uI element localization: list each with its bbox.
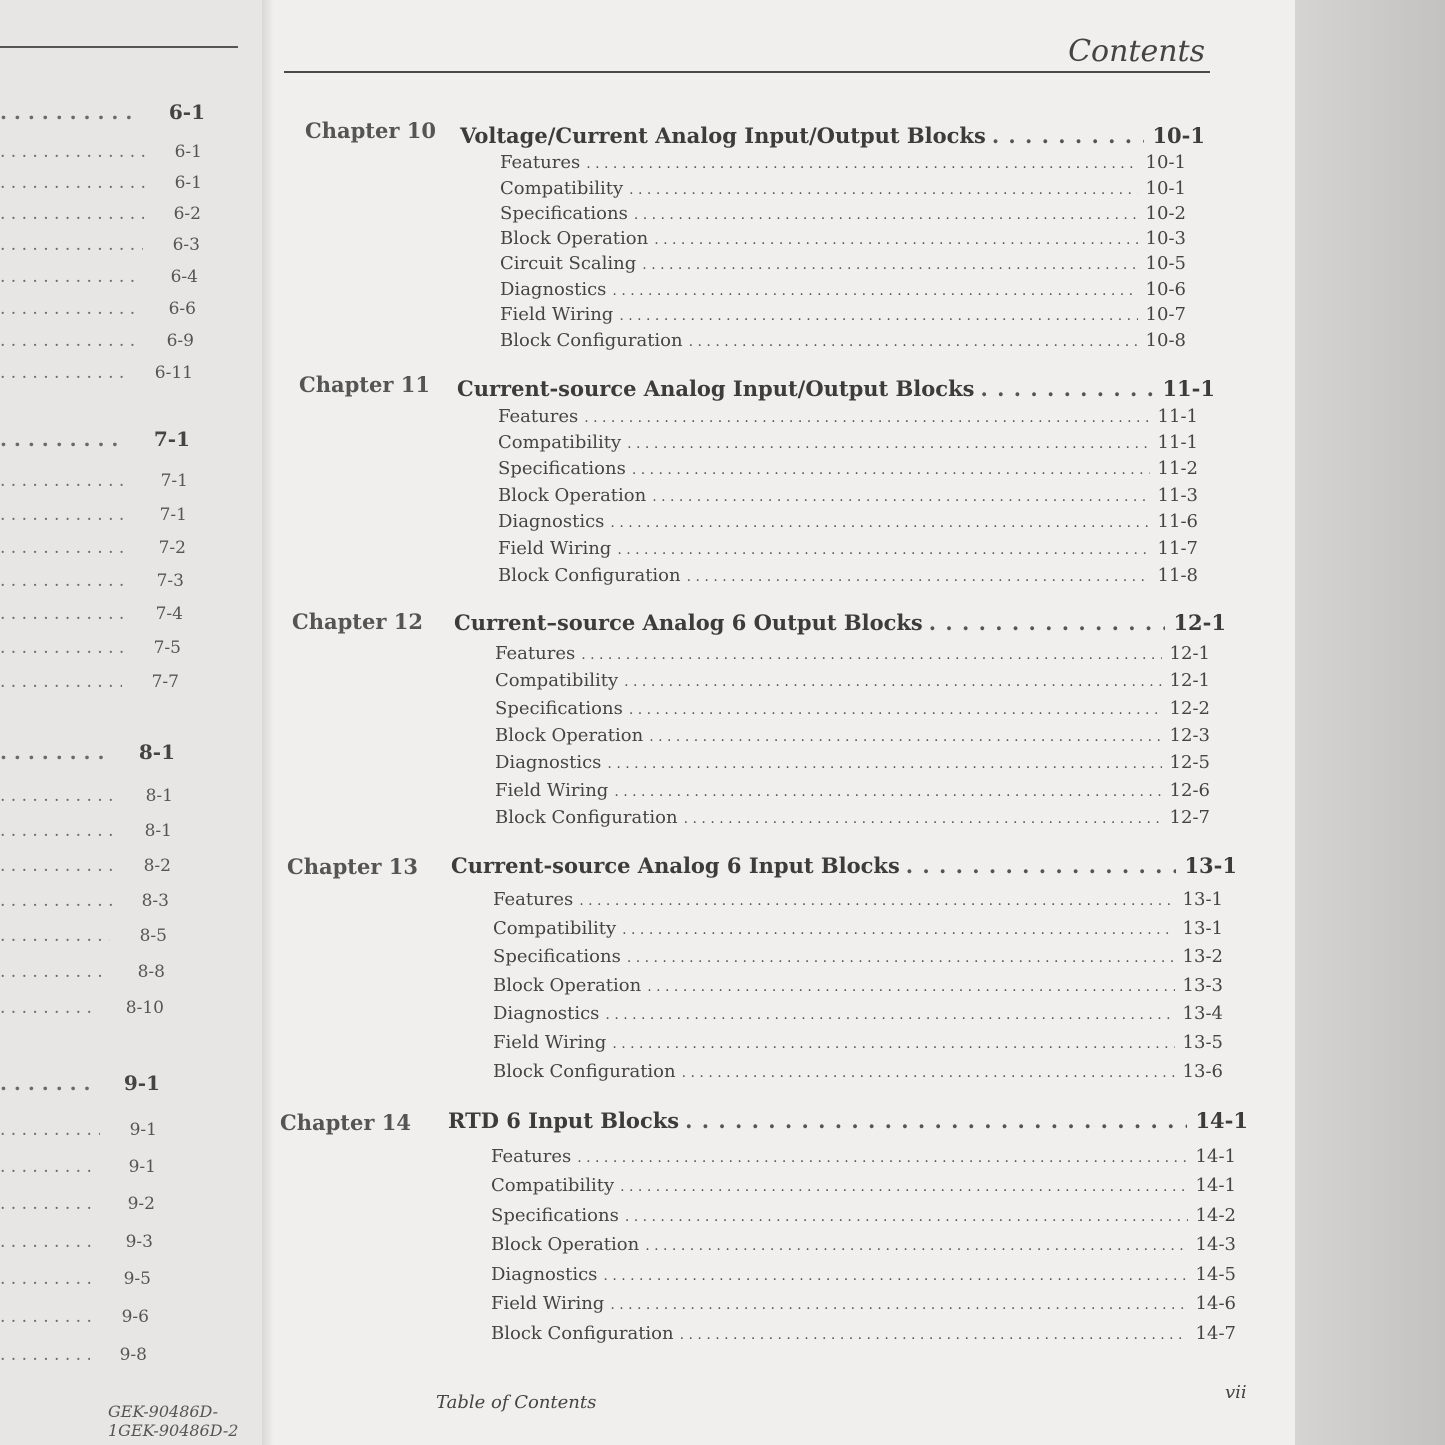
section-entry	[498, 538, 1198, 559]
section-title: Features	[493, 889, 574, 910]
dot-leader	[0, 672, 122, 692]
chapter-page: 14-1	[1195, 1108, 1248, 1133]
chapter-entry	[457, 376, 1215, 401]
section-entry	[491, 1264, 1236, 1285]
left-section-entry	[0, 1232, 153, 1256]
left-section-entry	[0, 1307, 149, 1331]
left-entry-page: 9-1	[128, 1157, 156, 1177]
left-entry-page: 8-10	[125, 998, 164, 1018]
left-entry-page: 7-4	[155, 604, 183, 624]
chapter-label: Chapter 14	[280, 1110, 411, 1135]
section-page: 14-7	[1195, 1323, 1236, 1344]
section-entry	[495, 643, 1210, 664]
section-entry	[500, 203, 1186, 224]
dot-leader	[624, 674, 1161, 690]
section-entry	[495, 807, 1210, 828]
section-entry	[491, 1323, 1236, 1344]
section-entry	[495, 698, 1210, 719]
section-page: 13-5	[1182, 1032, 1223, 1053]
left-entry-page: 6-3	[172, 235, 200, 255]
dot-leader	[0, 1157, 99, 1177]
dot-leader	[0, 821, 115, 841]
section-entry	[498, 458, 1198, 479]
section-title: Compatibility	[493, 918, 617, 939]
dot-leader	[0, 427, 124, 451]
section-entry	[493, 889, 1223, 910]
section-entry	[498, 432, 1198, 453]
section-page: 13-3	[1182, 975, 1223, 996]
section-title: Specifications	[495, 698, 623, 719]
left-header-rule	[0, 46, 238, 48]
chapter-page: 13-1	[1184, 853, 1237, 878]
section-title: Field Wiring	[495, 780, 609, 801]
dot-leader	[682, 1065, 1175, 1081]
section-entry	[500, 228, 1186, 249]
left-entry-page: 7-1	[153, 427, 190, 451]
dot-leader	[0, 1232, 96, 1252]
chapter-entry	[451, 853, 1237, 878]
section-title: Features	[491, 1146, 572, 1167]
section-entry	[495, 752, 1210, 773]
section-entry	[491, 1175, 1236, 1196]
left-section-entry	[0, 505, 187, 529]
chapter-title: RTD 6 Input Blocks	[448, 1108, 680, 1133]
section-title: Diagnostics	[495, 752, 602, 773]
left-section-entry	[0, 173, 202, 197]
dot-leader	[0, 100, 139, 124]
footer-section-title: Table of Contents	[436, 1392, 597, 1413]
dot-leader	[625, 1209, 1188, 1225]
section-page: 12-5	[1169, 752, 1210, 773]
left-section-entry	[0, 1345, 147, 1369]
section-page: 11-3	[1157, 485, 1198, 506]
dot-leader	[645, 1238, 1187, 1254]
section-title: Block Configuration	[495, 807, 678, 828]
section-page: 11-1	[1157, 432, 1198, 453]
left-entry-page: 8-3	[141, 891, 169, 911]
section-page: 11-6	[1157, 511, 1198, 532]
left-entry-page: 8-2	[143, 856, 171, 876]
dot-leader	[684, 811, 1162, 827]
book-gutter	[262, 0, 274, 1445]
left-section-entry	[0, 638, 181, 662]
left-entry-page: 6-1	[174, 142, 202, 162]
dot-leader	[0, 363, 125, 383]
chapter-page: 12-1	[1173, 610, 1226, 635]
section-entry	[493, 975, 1223, 996]
dot-leader	[603, 1268, 1187, 1284]
left-entry-page: 9-5	[123, 1269, 151, 1289]
section-page: 14-5	[1195, 1264, 1236, 1285]
left-section-entry	[0, 538, 186, 562]
dot-leader	[0, 1194, 98, 1214]
section-title: Block Configuration	[491, 1323, 674, 1344]
section-title: Compatibility	[500, 178, 624, 199]
section-page: 12-1	[1169, 643, 1210, 664]
section-page: 12-6	[1169, 780, 1210, 801]
section-title: Features	[498, 406, 579, 427]
dot-leader	[0, 604, 126, 624]
left-entry-page: 9-2	[127, 1194, 155, 1214]
left-section-entry	[0, 299, 196, 323]
dot-leader	[0, 998, 96, 1018]
section-entry	[493, 918, 1223, 939]
section-entry	[491, 1205, 1236, 1226]
dot-leader	[612, 1036, 1174, 1052]
section-page: 13-1	[1182, 889, 1223, 910]
dot-leader	[906, 853, 1177, 878]
section-title: Diagnostics	[491, 1264, 598, 1285]
left-section-entry	[0, 142, 202, 166]
dot-leader	[0, 1120, 100, 1140]
section-entry	[500, 279, 1186, 300]
dot-leader	[0, 471, 131, 491]
dot-leader	[689, 334, 1138, 350]
section-title: Diagnostics	[493, 1003, 600, 1024]
dot-leader	[0, 786, 116, 806]
dot-leader	[649, 729, 1161, 745]
left-entry-page: 9-8	[119, 1345, 147, 1365]
dot-leader	[620, 1179, 1187, 1195]
section-entry	[500, 152, 1186, 173]
dot-leader	[610, 1297, 1187, 1313]
section-title: Compatibility	[498, 432, 622, 453]
dot-leader	[627, 436, 1149, 452]
left-chapter-entry	[0, 427, 190, 451]
section-title: Specifications	[491, 1205, 619, 1226]
dot-leader	[0, 571, 127, 591]
section-entry	[500, 253, 1186, 274]
header-rule	[284, 71, 1210, 73]
left-section-entry	[0, 821, 172, 845]
section-title: Block Operation	[500, 228, 649, 249]
section-title: Block Configuration	[500, 330, 683, 351]
section-entry	[495, 670, 1210, 691]
section-page: 13-1	[1182, 918, 1223, 939]
chapter-title: Current–source Analog 6 Output Blocks	[454, 610, 923, 635]
dot-leader	[0, 740, 109, 764]
section-page: 14-1	[1195, 1175, 1236, 1196]
dot-leader	[614, 784, 1161, 800]
dot-leader	[0, 1345, 90, 1365]
left-section-entry	[0, 267, 198, 291]
dot-leader	[0, 1071, 94, 1095]
dot-leader	[680, 1327, 1188, 1343]
dot-leader	[685, 1108, 1187, 1133]
section-title: Block Operation	[495, 725, 644, 746]
dot-leader	[0, 1269, 94, 1289]
section-page: 12-3	[1169, 725, 1210, 746]
section-entry	[498, 565, 1198, 586]
section-page: 11-7	[1157, 538, 1198, 559]
dot-leader	[629, 702, 1162, 718]
section-entry	[493, 946, 1223, 967]
left-entry-page: 8-1	[144, 821, 172, 841]
left-entry-page: 9-1	[123, 1071, 160, 1095]
chapter-page: 11-1	[1162, 376, 1215, 401]
left-section-entry	[0, 1157, 156, 1181]
section-entry	[493, 1032, 1223, 1053]
section-title: Block Operation	[493, 975, 642, 996]
left-entry-page: 9-3	[125, 1232, 153, 1252]
section-title: Specifications	[493, 946, 621, 967]
left-section-entry	[0, 363, 193, 387]
left-entry-page: 8-1	[138, 740, 175, 764]
section-page: 12-7	[1169, 807, 1210, 828]
left-entry-page: 8-1	[145, 786, 173, 806]
left-chapter-entry	[0, 100, 205, 124]
dot-leader	[0, 1307, 92, 1327]
dot-leader	[632, 462, 1150, 478]
dot-leader	[577, 1150, 1187, 1166]
left-footer-doc-number: GEK-90486D-1GEK-90486D-2	[108, 1402, 239, 1440]
section-page: 10-3	[1145, 228, 1186, 249]
dot-leader	[619, 308, 1137, 324]
dot-leader	[607, 756, 1161, 772]
section-title: Diagnostics	[500, 279, 607, 300]
section-title: Field Wiring	[491, 1293, 605, 1314]
section-page: 10-2	[1145, 203, 1186, 224]
section-title: Compatibility	[491, 1175, 615, 1196]
dot-leader	[622, 922, 1174, 938]
left-entry-page: 7-5	[153, 638, 181, 658]
left-entry-page: 6-1	[168, 100, 205, 124]
dot-leader	[647, 979, 1174, 995]
left-section-entry	[0, 926, 167, 950]
section-page: 13-2	[1182, 946, 1223, 967]
left-section-entry	[0, 235, 200, 259]
dot-leader	[0, 505, 130, 525]
dot-leader	[0, 891, 112, 911]
left-entry-page: 7-3	[156, 571, 184, 591]
dot-leader	[0, 299, 139, 319]
dot-leader	[629, 182, 1137, 198]
chapter-label: Chapter 13	[287, 854, 418, 879]
section-entry	[491, 1293, 1236, 1314]
left-entry-page: 6-6	[168, 299, 196, 319]
left-section-entry	[0, 331, 194, 355]
left-entry-page: 8-8	[137, 962, 165, 982]
page-title: Contents	[1068, 34, 1205, 69]
section-entry	[491, 1234, 1236, 1255]
page-edge	[1295, 0, 1445, 1445]
section-page: 12-2	[1169, 698, 1210, 719]
dot-leader	[0, 538, 129, 558]
dot-leader	[584, 410, 1149, 426]
left-section-entry	[0, 1194, 155, 1218]
dot-leader	[610, 515, 1149, 531]
chapter-title: Voltage/Current Analog Input/Output Blocks	[460, 123, 986, 148]
section-title: Specifications	[500, 203, 628, 224]
section-page: 13-4	[1182, 1003, 1223, 1024]
left-section-entry	[0, 891, 169, 915]
left-entry-page: 6-9	[166, 331, 194, 351]
section-entry	[493, 1061, 1223, 1082]
dot-leader	[0, 235, 143, 255]
left-section-entry	[0, 571, 184, 595]
dot-leader	[980, 376, 1154, 401]
section-page: 14-1	[1195, 1146, 1236, 1167]
left-entry-page: 7-1	[159, 505, 187, 525]
section-entry	[491, 1146, 1236, 1167]
dot-leader	[929, 610, 1166, 635]
left-chapter-entry	[0, 740, 175, 764]
left-entry-page: 6-4	[170, 267, 198, 287]
section-page: 11-1	[1157, 406, 1198, 427]
dot-leader	[612, 283, 1137, 299]
section-entry	[500, 178, 1186, 199]
section-page: 13-6	[1182, 1061, 1223, 1082]
dot-leader	[992, 123, 1145, 148]
dot-leader	[687, 569, 1150, 585]
section-title: Features	[495, 643, 576, 664]
left-section-entry	[0, 856, 171, 880]
left-section-entry	[0, 471, 188, 495]
left-section-entry	[0, 204, 201, 228]
left-entry-page: 9-6	[121, 1307, 149, 1327]
dot-leader	[0, 331, 137, 351]
dot-leader	[0, 267, 141, 287]
section-page: 11-2	[1157, 458, 1198, 479]
dot-leader	[586, 156, 1137, 172]
section-title: Block Configuration	[498, 565, 681, 586]
section-title: Block Operation	[491, 1234, 640, 1255]
left-entry-page: 7-7	[151, 672, 179, 692]
section-page: 10-8	[1145, 330, 1186, 351]
section-entry	[498, 406, 1198, 427]
section-title: Compatibility	[495, 670, 619, 691]
section-title: Block Operation	[498, 485, 647, 506]
section-page: 14-6	[1195, 1293, 1236, 1314]
section-entry	[495, 725, 1210, 746]
left-entry-page: 7-1	[160, 471, 188, 491]
section-title: Field Wiring	[500, 304, 614, 325]
chapter-entry	[448, 1108, 1248, 1133]
section-page: 10-1	[1145, 152, 1186, 173]
section-entry	[500, 304, 1186, 325]
section-page: 14-2	[1195, 1205, 1236, 1226]
dot-leader	[0, 638, 124, 658]
left-entry-page: 6-2	[173, 204, 201, 224]
chapter-entry	[460, 123, 1205, 148]
dot-leader	[642, 257, 1137, 273]
chapter-label: Chapter 12	[292, 609, 423, 634]
section-title: Block Configuration	[493, 1061, 676, 1082]
chapter-label: Chapter 11	[299, 372, 430, 397]
section-page: 10-7	[1145, 304, 1186, 325]
section-title: Field Wiring	[493, 1032, 607, 1053]
chapter-page: 10-1	[1152, 123, 1205, 148]
section-page: 11-8	[1157, 565, 1198, 586]
section-page: 14-3	[1195, 1234, 1236, 1255]
dot-leader	[634, 207, 1138, 223]
left-section-entry	[0, 1120, 157, 1144]
left-section-entry	[0, 672, 179, 696]
left-page	[0, 0, 263, 1445]
chapter-title: Current-source Analog 6 Input Blocks	[451, 853, 900, 878]
left-section-entry	[0, 962, 165, 986]
section-page: 10-6	[1145, 279, 1186, 300]
dot-leader	[0, 926, 110, 946]
left-section-entry	[0, 1269, 151, 1293]
left-entry-page: 7-2	[158, 538, 186, 558]
section-page: 10-5	[1145, 253, 1186, 274]
section-title: Specifications	[498, 458, 626, 479]
left-entry-page: 6-11	[154, 363, 193, 383]
section-title: Diagnostics	[498, 511, 605, 532]
chapter-entry	[454, 610, 1226, 635]
left-chapter-entry	[0, 1071, 160, 1095]
section-entry	[495, 780, 1210, 801]
section-title: Circuit Scaling	[500, 253, 637, 274]
section-entry	[498, 511, 1198, 532]
dot-leader	[0, 962, 108, 982]
dot-leader	[654, 232, 1137, 248]
chapter-title: Current-source Analog Input/Output Blocks	[457, 376, 975, 401]
dot-leader	[0, 856, 114, 876]
dot-leader	[581, 647, 1161, 663]
dot-leader	[617, 542, 1149, 558]
dot-leader	[579, 893, 1174, 909]
dot-leader	[0, 204, 144, 224]
dot-leader	[652, 489, 1149, 505]
section-page: 12-1	[1169, 670, 1210, 691]
section-title: Features	[500, 152, 581, 173]
section-title: Field Wiring	[498, 538, 612, 559]
section-entry	[500, 330, 1186, 351]
section-entry	[493, 1003, 1223, 1024]
section-page: 10-1	[1145, 178, 1186, 199]
dot-leader	[0, 173, 145, 193]
dot-leader	[627, 950, 1175, 966]
left-section-entry	[0, 786, 173, 810]
left-entry-page: 6-1	[174, 173, 202, 193]
chapter-label: Chapter 10	[305, 118, 436, 143]
left-section-entry	[0, 604, 183, 628]
footer-page-number: vii	[1225, 1382, 1247, 1403]
left-section-entry	[0, 998, 164, 1022]
dot-leader	[0, 142, 145, 162]
left-entry-page: 9-1	[129, 1120, 157, 1140]
section-entry	[498, 485, 1198, 506]
dot-leader	[605, 1007, 1174, 1023]
left-entry-page: 8-5	[139, 926, 167, 946]
